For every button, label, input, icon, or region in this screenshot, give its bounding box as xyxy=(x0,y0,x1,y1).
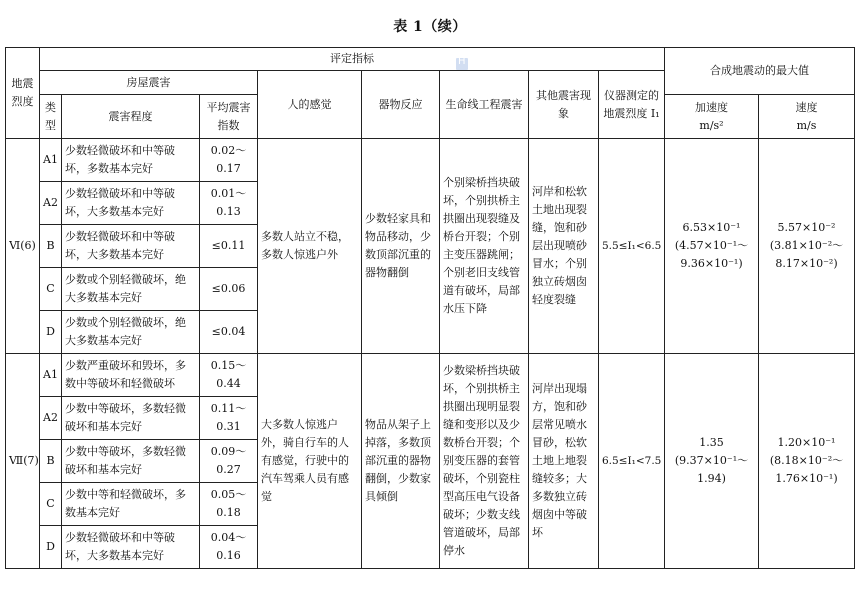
type-cell: C xyxy=(40,268,62,311)
degree-cell: 少数轻微破坏和中等破坏，大多数基本完好 xyxy=(62,182,200,225)
index-cell: 0.01～0.13 xyxy=(200,182,258,225)
header-max-motion: 合成地震动的最大值 xyxy=(665,48,855,95)
index-cell: 0.02～0.17 xyxy=(200,139,258,182)
velocity-cell xyxy=(759,354,855,569)
accel-range: (9.37×10⁻¹～1.94) xyxy=(674,454,749,485)
header-human: 人的感觉 xyxy=(258,71,362,139)
velocity-value: 1.20×10⁻¹ xyxy=(777,436,836,449)
velocity-range: (3.81×10⁻²～8.17×10⁻²) xyxy=(769,239,844,270)
header-housing: 房屋震害 xyxy=(40,71,258,95)
velocity-range: (8.18×10⁻²～1.76×10⁻¹) xyxy=(769,454,844,485)
other-cell: 河岸出现塌方，饱和砂层常见喷水冒砂，松软土地上地裂缝较多；大多数独立砖烟囱中等破坏 xyxy=(529,354,599,569)
index-cell: ≤0.04 xyxy=(200,311,258,354)
index-cell: 0.15～0.44 xyxy=(200,354,258,397)
accel-range: (4.57×10⁻¹～9.36×10⁻¹) xyxy=(674,239,749,270)
table-row xyxy=(6,354,855,397)
human-cell: 大多数人惊逃户外，骑自行车的人有感觉，行驶中的汽车驾乘人员有感觉 xyxy=(258,354,362,569)
header-other: 其他震害现象 xyxy=(529,71,599,139)
index-cell: 0.05～0.18 xyxy=(200,483,258,526)
index-cell: 0.09～0.27 xyxy=(200,440,258,483)
accel-value: 1.35 xyxy=(699,436,724,449)
header-accel-label: 加速度 xyxy=(695,100,728,114)
accel-cell xyxy=(665,354,759,569)
degree-cell: 少数严重破坏和毁坏，多数中等破坏和轻微破坏 xyxy=(62,354,200,397)
table-title: 表 1（续） xyxy=(393,19,467,35)
degree-cell: 少数轻微破坏和中等破坏，多数基本完好 xyxy=(62,139,200,182)
index-cell: 0.04～0.16 xyxy=(200,526,258,569)
degree-cell: 少数中等破坏，多数轻微破坏和基本完好 xyxy=(62,440,200,483)
header-type: 类型 xyxy=(40,95,62,139)
lifeline-cell: 个别梁桥挡块破坏，个别拱桥主拱圈出现裂缝及桥台开裂；个别主变压器跳闸；个别老旧支线管道有破坏，局部水压下降 xyxy=(440,139,529,354)
header-intensity: 地震烈度 xyxy=(6,48,40,139)
header-lifeline: 生命线工程震害 xyxy=(440,71,529,139)
header-criteria: 评定指标 xyxy=(40,48,665,71)
degree-cell: 少数或个别轻微破坏，绝大多数基本完好 xyxy=(62,268,200,311)
objects-cell: 物品从架子上掉落，多数顶部沉重的器物翻倒，少数家具倾倒 xyxy=(362,354,440,569)
type-cell: B xyxy=(40,440,62,483)
header-instrument: 仪器测定的地震烈度 I₁ xyxy=(599,71,665,139)
type-cell: A2 xyxy=(40,397,62,440)
other-cell: 河岸和松软土地出现裂缝，饱和砂层出现喷砂冒水；个别独立砖烟囱轻度裂缝 xyxy=(529,139,599,354)
instrument-cell: 5.5≤I₁<6.5 xyxy=(599,139,665,354)
accel-cell xyxy=(665,139,759,354)
lifeline-cell: 少数梁桥挡块破坏，个别拱桥主拱圈出现明显裂缝和变形以及少数桥台开裂；个别变压器的套管破坏，个别瓷柱型高压电气设备破坏；少数支线管道破坏，局部停水 xyxy=(440,354,529,569)
degree-cell: 少数中等破坏，多数轻微破坏和基本完好 xyxy=(62,397,200,440)
type-cell: D xyxy=(40,311,62,354)
header-velocity xyxy=(759,95,855,139)
degree-cell: 少数轻微破坏和中等破坏，大多数基本完好 xyxy=(62,225,200,268)
type-cell: B xyxy=(40,225,62,268)
header-velocity-label: 速度 xyxy=(795,100,818,114)
intensity-table xyxy=(5,47,855,569)
type-cell: A1 xyxy=(40,354,62,397)
type-cell: D xyxy=(40,526,62,569)
intensity-cell: Ⅶ(7) xyxy=(6,354,40,569)
header-degree: 震害程度 xyxy=(62,95,200,139)
table-row xyxy=(6,139,855,182)
intensity-cell: Ⅵ(6) xyxy=(6,139,40,354)
index-cell: 0.11～0.31 xyxy=(200,397,258,440)
degree-cell: 少数中等和轻微破坏，多数基本完好 xyxy=(62,483,200,526)
type-cell: A2 xyxy=(40,182,62,225)
instrument-cell: 6.5≤I₁<7.5 xyxy=(599,354,665,569)
accel-value: 6.53×10⁻¹ xyxy=(682,221,741,234)
index-cell: ≤0.11 xyxy=(200,225,258,268)
header-velocity-unit: m/s xyxy=(796,118,817,132)
degree-cell: 少数或个别轻微破坏，绝大多数基本完好 xyxy=(62,311,200,354)
velocity-value: 5.57×10⁻² xyxy=(777,221,836,234)
velocity-cell xyxy=(759,139,855,354)
header-avg-index: 平均震害指数 xyxy=(200,95,258,139)
header-accel-unit: m/s² xyxy=(699,118,724,132)
header-accel xyxy=(665,95,759,139)
type-cell: A1 xyxy=(40,139,62,182)
degree-cell: 少数轻微破坏和中等破坏，大多数基本完好 xyxy=(62,526,200,569)
index-cell: ≤0.06 xyxy=(200,268,258,311)
objects-cell: 少数轻家具和物品移动，少数顶部沉重的器物翻倒 xyxy=(362,139,440,354)
type-cell: C xyxy=(40,483,62,526)
header-objects: 器物反应 xyxy=(362,71,440,139)
human-cell: 多数人站立不稳，多数人惊逃户外 xyxy=(258,139,362,354)
